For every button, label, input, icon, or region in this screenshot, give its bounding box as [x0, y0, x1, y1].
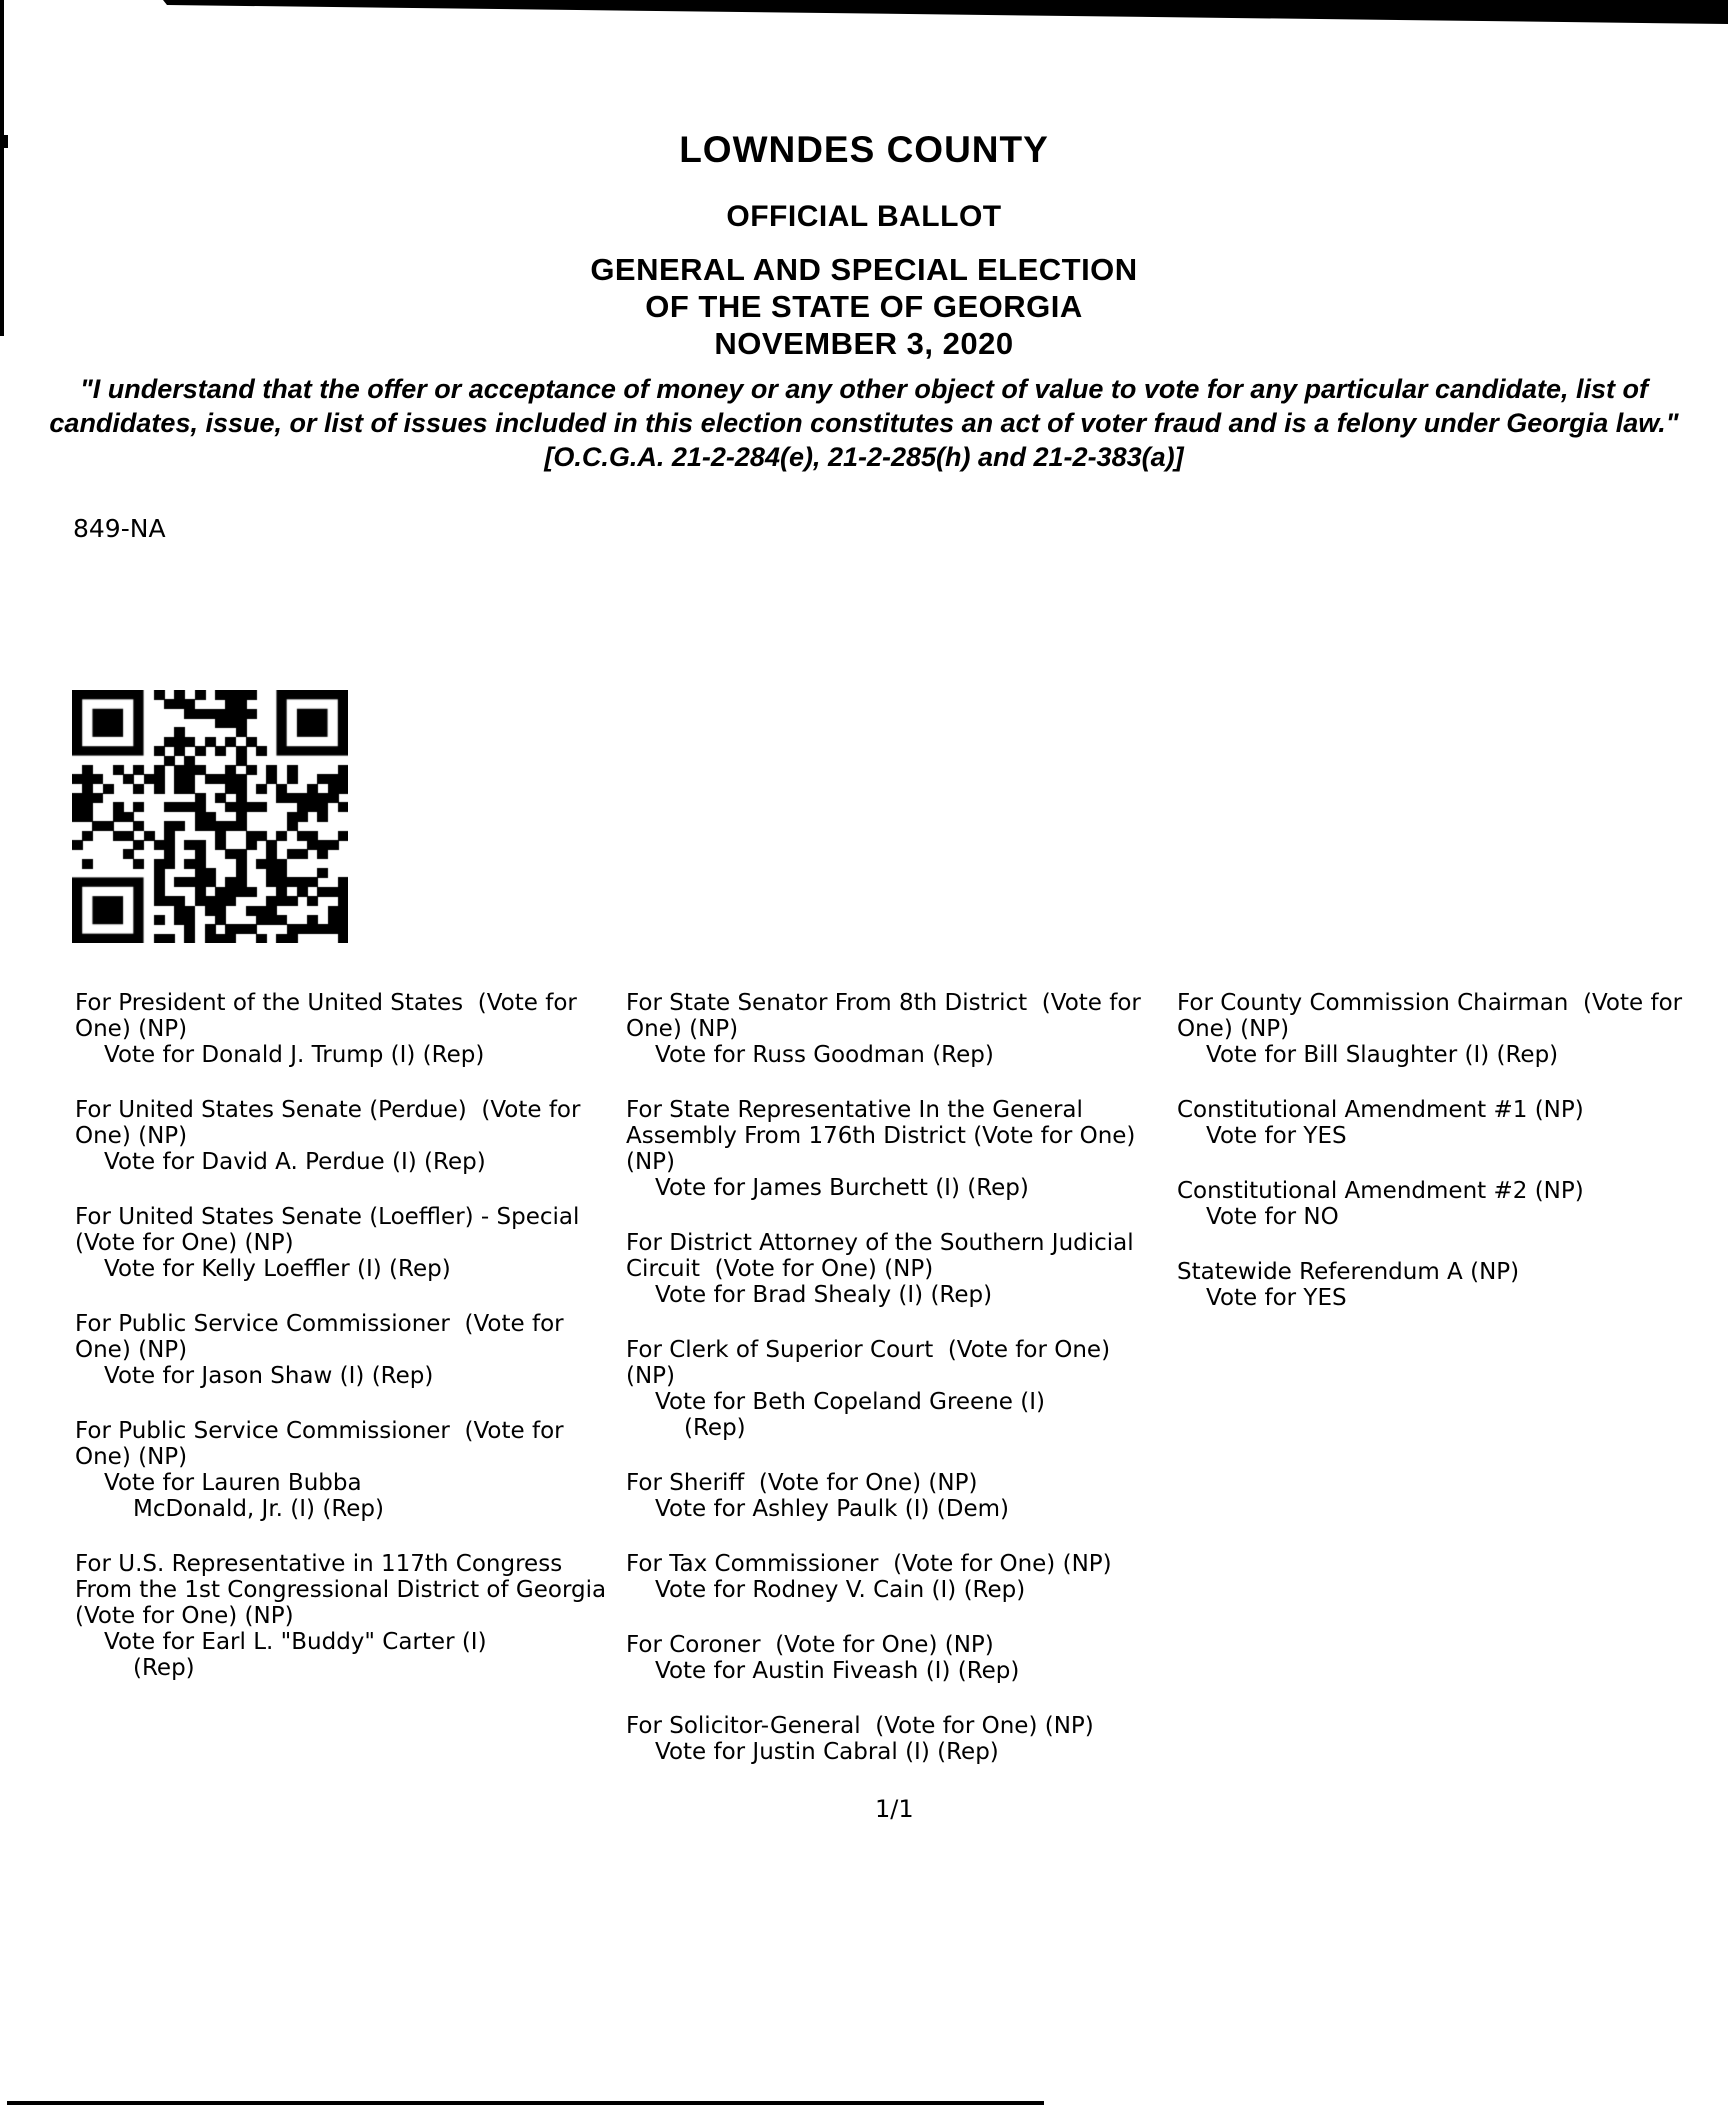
election-title-line: OF THE STATE OF GEORGIA — [645, 289, 1083, 324]
contest-selection: Vote for Bill Slaughter (I) (Rep) — [1206, 1042, 1559, 1068]
scan-edge-top-mark — [0, 0, 1728, 26]
contest-selection: Vote for Kelly Loeffler (I) (Rep) — [104, 1256, 451, 1282]
county-title: LOWNDES COUNTY — [679, 129, 1049, 170]
contest-selection: Vote for Beth Copeland Greene (I) — [655, 1389, 1045, 1415]
ballot-subtitle: OFFICIAL BALLOT — [726, 200, 1002, 233]
contest-block — [75, 1311, 614, 1389]
contest-block — [626, 1097, 1165, 1201]
contest-title: Constitutional Amendment #2 (NP) — [1177, 1178, 1584, 1204]
contest-selection: (Rep) — [133, 1655, 195, 1681]
contest-block — [75, 1204, 614, 1282]
contest-block — [626, 1551, 1165, 1603]
contest-selection: Vote for YES — [1206, 1285, 1347, 1311]
contest-block — [626, 1230, 1165, 1308]
contest-block — [626, 1713, 1165, 1765]
contest-selection: Vote for NO — [1206, 1204, 1339, 1230]
contest-title: For United States Senate (Loeffler) - Special (Vote for One) (NP) — [75, 1204, 595, 1256]
contest-title: For State Representative In the General Assembly From 176th District (Vote for One) (NP) — [626, 1097, 1143, 1175]
contest-title: For County Commission Chairman (Vote for One) (NP) — [1177, 990, 1690, 1042]
contest-selection: McDonald, Jr. (I) (Rep) — [133, 1496, 384, 1522]
contest-selection: Vote for David A. Perdue (I) (Rep) — [104, 1149, 486, 1175]
contest-selection: Vote for Earl L. "Buddy" Carter (I) — [104, 1629, 487, 1655]
contest-block — [75, 1097, 614, 1175]
contest-selection: Vote for Ashley Paulk (I) (Dem) — [655, 1496, 1009, 1522]
contest-block — [626, 1470, 1165, 1522]
contest-block — [1177, 990, 1716, 1068]
contest-selection: Vote for YES — [1206, 1123, 1347, 1149]
ballot-style-code: 849-NA — [73, 514, 166, 543]
contest-block — [75, 990, 614, 1068]
contest-title: For Solicitor-General (Vote for One) (NP) — [626, 1713, 1094, 1739]
contest-title: For Public Service Commissioner (Vote for One) (NP) — [75, 1311, 571, 1363]
contest-title: For District Attorney of the Southern Judicial Circuit (Vote for One) (NP) — [626, 1230, 1141, 1282]
qr-code — [72, 690, 348, 943]
contest-block — [626, 1337, 1165, 1441]
contest-title: For U.S. Representative in 117th Congress From the 1st Congressional District of Georgia (Vote for One) (NP) — [75, 1551, 614, 1629]
contest-selection: Vote for Brad Shealy (I) (Rep) — [655, 1282, 993, 1308]
contest-columns — [75, 990, 1728, 1794]
contest-title: For Sheriff (Vote for One) (NP) — [626, 1470, 978, 1496]
election-title-line: NOVEMBER 3, 2020 — [714, 326, 1014, 361]
contest-selection: Vote for Austin Fiveash (I) (Rep) — [655, 1658, 1020, 1684]
contest-title: For United States Senate (Perdue) (Vote for One) (NP) — [75, 1097, 588, 1149]
contest-block — [1177, 1178, 1716, 1230]
contest-title: For Coroner (Vote for One) (NP) — [626, 1632, 994, 1658]
contest-selection: Vote for Lauren Bubba — [104, 1470, 362, 1496]
page-number: 1/1 — [875, 1795, 914, 1823]
contest-block — [75, 1551, 614, 1681]
contest-selection: Vote for Jason Shaw (I) (Rep) — [104, 1363, 434, 1389]
contest-selection: Vote for Rodney V. Cain (I) (Rep) — [655, 1577, 1026, 1603]
contest-block — [626, 990, 1165, 1068]
contest-title: For Clerk of Superior Court (Vote for One) (NP) — [626, 1337, 1118, 1389]
contest-title: For State Senator From 8th District (Vote for One) (NP) — [626, 990, 1149, 1042]
election-title — [0, 251, 1728, 362]
contest-title: Statewide Referendum A (NP) — [1177, 1259, 1520, 1285]
contest-selection: Vote for James Burchett (I) (Rep) — [655, 1175, 1029, 1201]
contest-block — [1177, 1097, 1716, 1149]
ballot-header — [0, 130, 1728, 362]
contest-column — [75, 990, 626, 1794]
contest-column — [1177, 990, 1728, 1794]
contest-title: For Tax Commissioner (Vote for One) (NP) — [626, 1551, 1112, 1577]
contest-title: Constitutional Amendment #1 (NP) — [1177, 1097, 1584, 1123]
contest-block — [1177, 1259, 1716, 1311]
contest-title: For Public Service Commissioner (Vote for One) (NP) — [75, 1418, 571, 1470]
contest-column — [626, 990, 1177, 1794]
scan-edge-bottom-mark — [7, 2101, 1044, 2105]
fraud-disclaimer: "I understand that the offer or acceptance of money or any other object of value to vote for any particular candidate, list of candidates, issue, or list of issues included in this election constitutes an act of voter fraud and is a felony under Georgia law." [O.C.G.A. 21-2-284(e), 21-2-285(h) and 21-2-383(a)] — [49, 374, 1679, 472]
contest-selection: Vote for Justin Cabral (I) (Rep) — [655, 1739, 999, 1765]
contest-title: For President of the United States (Vote for One) (NP) — [75, 990, 585, 1042]
contest-block — [626, 1632, 1165, 1684]
contest-selection: Vote for Donald J. Trump (I) (Rep) — [104, 1042, 485, 1068]
contest-block — [75, 1418, 614, 1522]
election-title-line: GENERAL AND SPECIAL ELECTION — [590, 252, 1138, 287]
contest-selection: Vote for Russ Goodman (Rep) — [655, 1042, 994, 1068]
contest-selection: (Rep) — [684, 1415, 746, 1441]
